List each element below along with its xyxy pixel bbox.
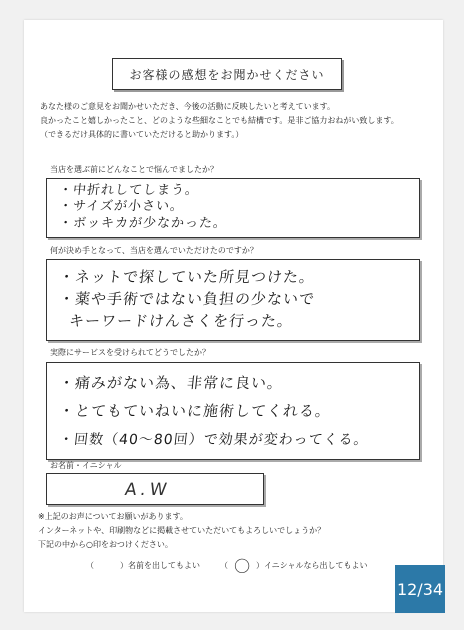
question-1-answer-box	[46, 178, 420, 238]
answer-line: ・痛みがない為、非常に良い。	[58, 374, 284, 392]
intro-line: 良かったこと嬉しかったこと、どのような些細なことでも結構です。是非ご協力おねがい致します。	[40, 116, 399, 125]
option-2-open-paren: （	[220, 561, 228, 570]
consent-line-2: インターネットや、印刷物などに掲載させていただいてもよろしいでしょうか？	[38, 526, 326, 535]
question-2-answer-box	[46, 259, 420, 341]
intro-line: あなた様のご意見をお聞かせいただき、今後の活動に反映したいと考えています。	[40, 102, 336, 111]
intro-text	[40, 100, 399, 142]
option-1-label: ）名前を出してもよい	[120, 561, 200, 570]
name-answer-box	[46, 473, 264, 505]
option-1-open-paren: （	[86, 561, 94, 570]
answer-line: ・ネットで探していた所見つけた。	[58, 268, 316, 286]
consent-line-1: ※上記のお声についてお願いがあります。	[38, 512, 188, 521]
circle-mark: 〇	[232, 555, 252, 578]
page-indicator: 12/34	[395, 565, 445, 613]
option-2-label: ）イニシャルなら出してもよい	[256, 561, 368, 570]
survey-title: お客様の感想をお聞かせください	[112, 58, 342, 90]
name-label: お名前・イニシャル	[50, 461, 122, 470]
question-2-label: 何が決め手となって、当店を選んでいただけたのですか？	[50, 246, 258, 255]
question-3-answer-box	[46, 362, 420, 460]
answer-line: キーワードけんさくを行った。	[68, 312, 294, 330]
intro-line: （できるだけ具体的に書いていただけると助かります。）	[40, 130, 244, 139]
survey-sheet	[24, 20, 443, 612]
answer-line: ・とてもていねいに施術してくれる。	[58, 402, 332, 420]
answer-line: ・ボッキカが少なかった。	[58, 216, 228, 231]
name-value: A.W	[123, 480, 172, 500]
answer-line: ・薬や手術ではない負担の少ないで	[58, 290, 316, 308]
question-3-label: 実際にサービスを受けられてどうでしたか？	[50, 348, 210, 357]
answer-line: ・サイズが小さい。	[58, 199, 185, 214]
consent-line-3: 下記の中から○印をおつけください。	[38, 540, 173, 549]
answer-line: ・回数（40〜80回）で効果が変わってくる。	[58, 432, 370, 448]
answer-line: ・中折れしてしまう。	[58, 183, 200, 198]
question-1-label: 当店を選ぶ前にどんなことで悩んでましたか？	[50, 165, 218, 174]
